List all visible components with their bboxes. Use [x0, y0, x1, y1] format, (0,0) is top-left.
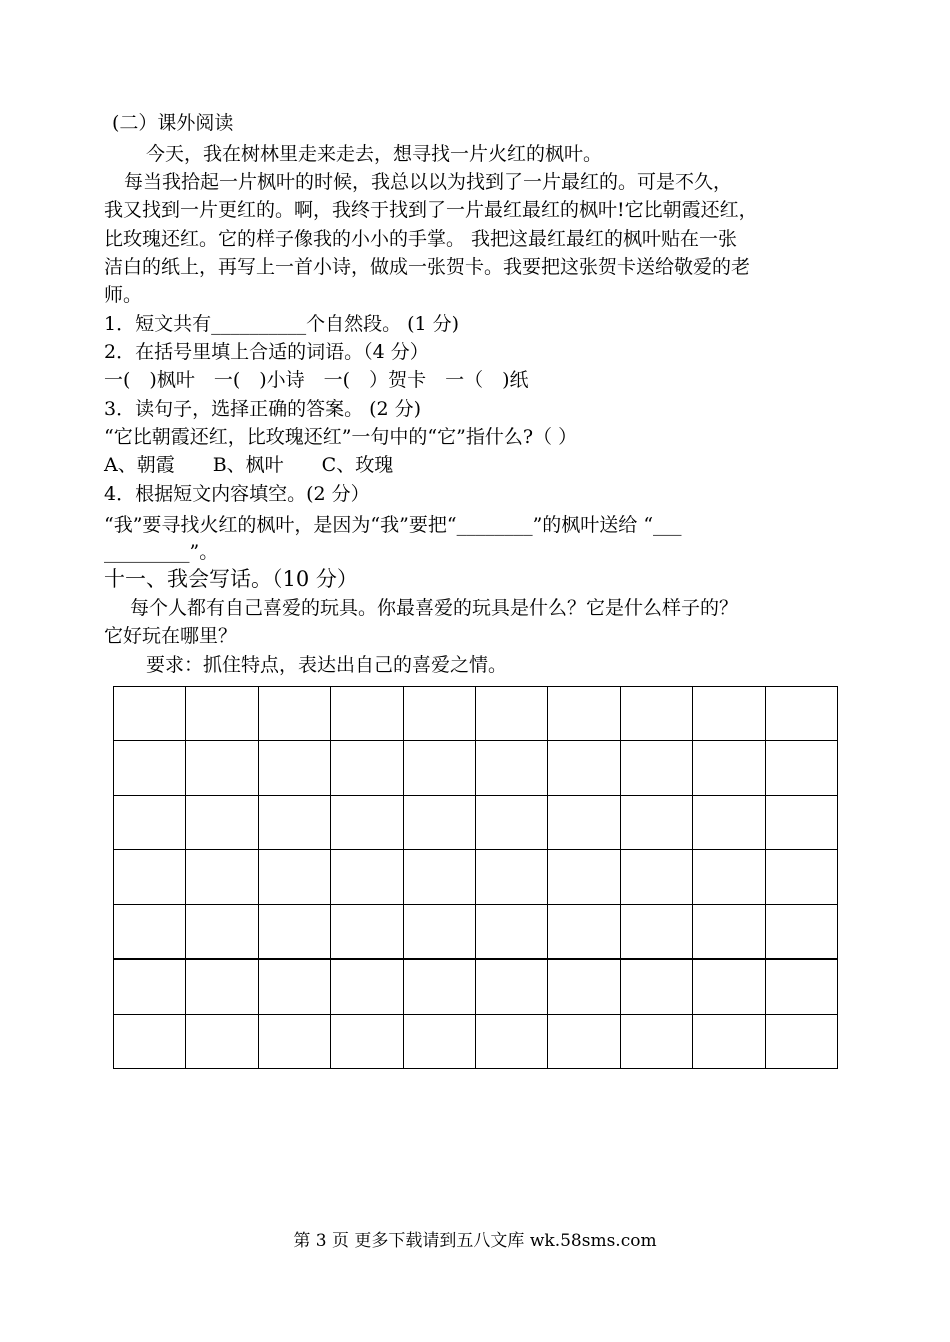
grid-cell[interactable] — [475, 959, 547, 1014]
grid-cell[interactable] — [331, 687, 403, 741]
grid-cell[interactable] — [258, 850, 330, 904]
grid-cell[interactable] — [114, 904, 186, 959]
grid-cell[interactable] — [620, 904, 692, 959]
grid-cell[interactable] — [258, 959, 330, 1014]
writing-requirement: 要求：抓住特点，表达出自己的喜爱之情。 — [146, 654, 508, 676]
grid-cell[interactable] — [765, 741, 837, 795]
grid-row — [114, 1014, 838, 1068]
grid-cell[interactable] — [403, 741, 475, 795]
grid-cell[interactable] — [114, 687, 186, 741]
passage-line-6: 师。 — [104, 284, 143, 306]
grid-cell[interactable] — [403, 1014, 475, 1068]
grid-cell[interactable] — [548, 959, 620, 1014]
grid-cell[interactable] — [186, 850, 258, 904]
grid-cell[interactable] — [475, 850, 547, 904]
passage-line-4: 比玫瑰还红。它的样子像我的小小的手掌。 我把这最红最红的枫叶贴在一张 — [104, 228, 738, 250]
grid-cell[interactable] — [258, 904, 330, 959]
grid-cell[interactable] — [548, 741, 620, 795]
grid-cell[interactable] — [620, 959, 692, 1014]
passage-line-5: 洁白的纸上，再写上一首小诗，做成一张贺卡。我要把这张贺卡送给敬爱的老 — [104, 256, 751, 278]
grid-cell[interactable] — [693, 904, 765, 959]
grid-cell[interactable] — [693, 687, 765, 741]
grid-row — [114, 850, 838, 904]
grid-cell[interactable] — [765, 1014, 837, 1068]
passage-line-1: 今天，我在树林里走来走去，想寻找一片火红的枫叶。 — [146, 143, 603, 165]
grid-cell[interactable] — [403, 904, 475, 959]
grid-cell[interactable] — [114, 850, 186, 904]
question-3: 3．读句子，选择正确的答案。 (2 分) — [104, 398, 422, 420]
grid-cell[interactable] — [186, 741, 258, 795]
grid-cell[interactable] — [693, 850, 765, 904]
grid-cell[interactable] — [693, 795, 765, 849]
grid-row — [114, 741, 838, 795]
grid-cell[interactable] — [331, 795, 403, 849]
grid-cell[interactable] — [114, 959, 186, 1014]
grid-cell[interactable] — [475, 795, 547, 849]
grid-cell[interactable] — [620, 741, 692, 795]
grid-cell[interactable] — [258, 741, 330, 795]
grid-cell[interactable] — [765, 795, 837, 849]
grid-cell[interactable] — [475, 687, 547, 741]
question-2: 2．在括号里填上合适的词语。（4 分） — [104, 341, 429, 363]
grid-cell[interactable] — [186, 959, 258, 1014]
grid-cell[interactable] — [548, 687, 620, 741]
grid-cell[interactable] — [475, 1014, 547, 1068]
writing-prompt-line-1: 每个人都有自己喜爱的玩具。你最喜爱的玩具是什么？它是什么样子的？ — [130, 597, 739, 619]
grid-cell[interactable] — [186, 1014, 258, 1068]
passage-line-2: 每当我拾起一片枫叶的时候，我总以以为找到了一片最红的。可是不久， — [124, 171, 733, 193]
grid-cell[interactable] — [258, 687, 330, 741]
grid-cell[interactable] — [620, 795, 692, 849]
question-3-options: A、朝霞 B、枫叶 C、玫瑰 — [104, 454, 394, 476]
grid-cell[interactable] — [403, 795, 475, 849]
grid-cell[interactable] — [765, 687, 837, 741]
grid-cell[interactable] — [620, 850, 692, 904]
grid-row — [114, 795, 838, 849]
grid-row — [114, 959, 838, 1014]
grid-cell[interactable] — [114, 741, 186, 795]
grid-cell[interactable] — [331, 1014, 403, 1068]
grid-cell[interactable] — [331, 904, 403, 959]
grid-cell[interactable] — [114, 795, 186, 849]
grid-cell[interactable] — [620, 1014, 692, 1068]
grid-cell[interactable] — [331, 959, 403, 1014]
page-footer: 第 3 页 更多下载请到五八文库 wk.58sms.com — [293, 1231, 657, 1251]
passage-line-3: 我又找到一片更红的。啊，我终于找到了一片最红最红的枫叶!它比朝霞还红， — [104, 199, 758, 221]
grid-cell[interactable] — [475, 904, 547, 959]
grid-row — [114, 687, 838, 741]
grid-cell[interactable] — [693, 959, 765, 1014]
grid-cell[interactable] — [186, 687, 258, 741]
question-3-sentence: “它比朝霞还红，比玫瑰还红”一句中的“它”指什么?（ ） — [104, 426, 578, 448]
grid-cell[interactable] — [114, 1014, 186, 1068]
grid-cell[interactable] — [475, 741, 547, 795]
grid-cell[interactable] — [548, 850, 620, 904]
grid-cell[interactable] — [548, 795, 620, 849]
grid-cell[interactable] — [765, 850, 837, 904]
grid-cell[interactable] — [403, 959, 475, 1014]
grid-cell[interactable] — [548, 1014, 620, 1068]
grid-cell[interactable] — [186, 904, 258, 959]
grid-cell[interactable] — [765, 959, 837, 1014]
grid-cell[interactable] — [693, 741, 765, 795]
grid-cell[interactable] — [620, 687, 692, 741]
question-2-blanks: 一( )枫叶 一( )小诗 一( ）贺卡 一（ )纸 — [104, 369, 529, 391]
question-4-line-2: _________”。 — [104, 541, 219, 563]
question-1: 1．短文共有__________个自然段。 (1 分) — [104, 313, 460, 335]
question-4: 4．根据短文内容填空。(2 分） — [104, 483, 370, 505]
grid-cell[interactable] — [765, 904, 837, 959]
grid-cell[interactable] — [403, 687, 475, 741]
grid-cell[interactable] — [258, 1014, 330, 1068]
grid-cell[interactable] — [693, 1014, 765, 1068]
grid-cell[interactable] — [403, 850, 475, 904]
grid-cell[interactable] — [186, 795, 258, 849]
grid-cell[interactable] — [258, 795, 330, 849]
writing-section-title: 十一、我会写话。（10 分） — [104, 567, 358, 591]
grid-cell[interactable] — [548, 904, 620, 959]
grid-row — [114, 904, 838, 959]
grid-cell[interactable] — [331, 741, 403, 795]
question-4-line-1: “我”要寻找火红的枫叶，是因为“我”要把“________”的枫叶送给 “___ — [104, 514, 682, 536]
writing-prompt-line-2: 它好玩在哪里？ — [104, 625, 238, 647]
reading-section-title: (二）课外阅读 — [112, 112, 234, 134]
writing-grid — [113, 686, 838, 1069]
grid-cell[interactable] — [331, 850, 403, 904]
